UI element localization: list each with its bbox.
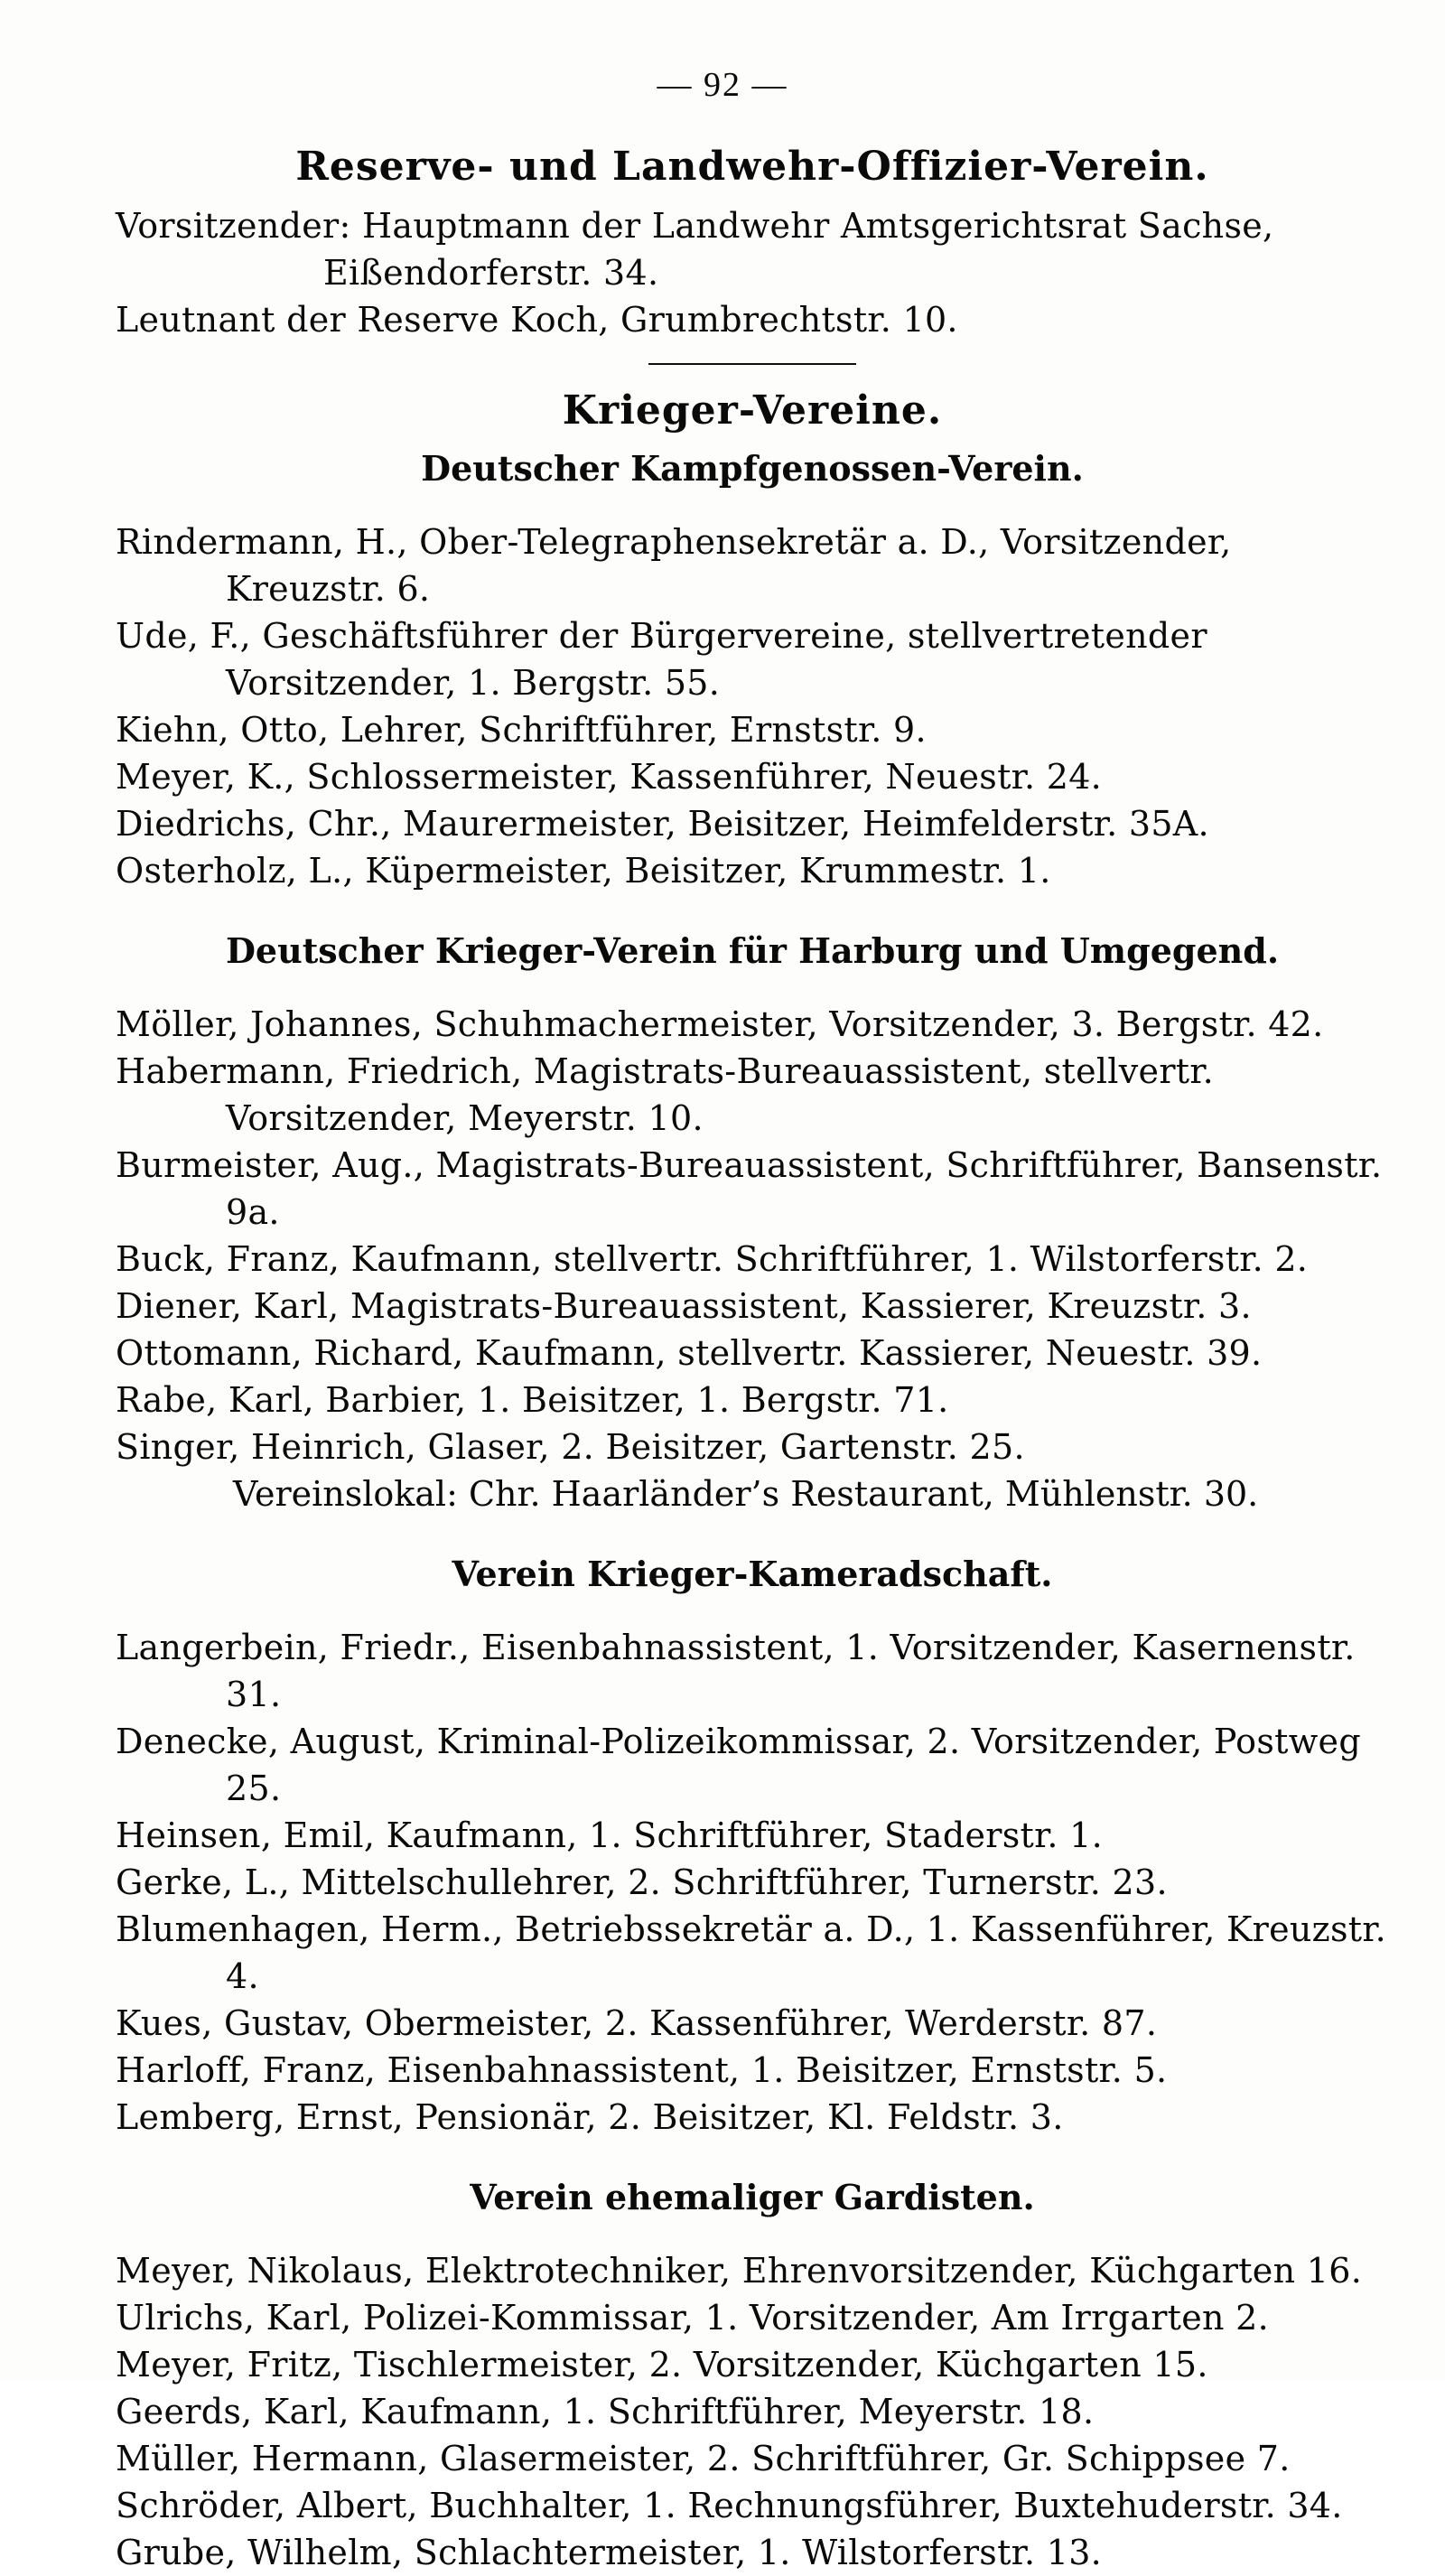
gardisten-title: Verein ehemaliger Gardisten. — [470, 2177, 1035, 2217]
kameradschaft-title: Verein Krieger-Kameradschaft. — [452, 1554, 1053, 1594]
harburg-line: Buck, Franz, Kaufmann, stellvertr. Schriftführer, 1. Wilstorferstr. 2. — [116, 1239, 1309, 1279]
gardisten-line: Müller, Hermann, Glasermeister, 2. Schriftführer, Gr. Schippsee 7. — [116, 2439, 1291, 2478]
kampfgenossen-line: Kiehn, Otto, Lehrer, Schriftführer, Ernststr. 9. — [116, 710, 927, 750]
kampfgenossen-line: Rindermann, H., Ober-Telegraphensekretär a. D., Vorsitzender, Kreuzstr. 6. — [116, 522, 1232, 609]
page-content — [116, 145, 1389, 2576]
reserve-section-title: Reserve- und Landwehr-Offizier-Verein. — [295, 144, 1209, 190]
gardisten-line: Schröder, Albert, Buchhalter, 1. Rechnungsführer, Buxtehuderstr. 34. — [116, 2486, 1343, 2525]
harburg-line: Ottomann, Richard, Kaufmann, stellvertr. Kassierer, Neuestr. 39. — [116, 1333, 1263, 1373]
harburg-verein-title: Deutscher Krieger-Verein für Harburg und Umgegend. — [225, 930, 1280, 971]
kampfgenossen-line: Ude, F., Geschäftsführer der Bürgervereine, stellvertretender Vorsitzender, 1. Bergstr. 55. — [116, 616, 1207, 703]
kampfgenossen-line: Meyer, K., Schlossermeister, Kassenführer, Neuestr. 24. — [116, 757, 1103, 797]
kameradschaft-line: Blumenhagen, Herm., Betriebssekretär a. D., 1. Kassenführer, Kreuzstr. 4. — [116, 1909, 1387, 1996]
kampfgenossen-title: Deutscher Kampfgenossen-Verein. — [421, 448, 1084, 489]
harburg-line: Singer, Heinrich, Glaser, 2. Beisitzer, Gartenstr. 25. — [116, 1427, 1025, 1467]
reserve-line: Vorsitzender: Hauptmann der Landwehr Amtsgerichtsrat Sachse, Eißendorferstr. 34. — [116, 206, 1274, 293]
harburg-line: Habermann, Friedrich, Magistrats-Bureauassistent, stellvertr. Vorsitzender, Meyerstr. 10. — [116, 1051, 1215, 1138]
kampfgenossen-line: Diedrichs, Chr., Maurermeister, Beisitzer, Heimfelderstr. 35A. — [116, 804, 1209, 844]
kameradschaft-line: Gerke, L., Mittelschullehrer, 2. Schriftführer, Turnerstr. 23. — [116, 1862, 1168, 1902]
harburg-line: Burmeister, Aug., Magistrats-Bureauassistent, Schriftführer, Bansenstr. 9a. — [116, 1145, 1383, 1232]
kameradschaft-line: Denecke, August, Kriminal-Polizeikommissar, 2. Vorsitzender, Postweg 25. — [116, 1722, 1361, 1808]
gardisten-line: Meyer, Nikolaus, Elektrotechniker, Ehrenvorsitzender, Küchgarten 16. — [116, 2251, 1363, 2291]
kameradschaft-line: Lemberg, Ernst, Pensionär, 2. Beisitzer, Kl. Feldstr. 3. — [116, 2097, 1064, 2137]
gardisten-line: Geerds, Karl, Kaufmann, 1. Schriftführer, Meyerstr. 18. — [116, 2392, 1095, 2431]
gardisten-line: Ulrichs, Karl, Polizei-Kommissar, 1. Vorsitzender, Am Irrgarten 2. — [116, 2298, 1270, 2338]
gardisten-line: Grube, Wilhelm, Schlachtermeister, 1. Wilstorferstr. 13. — [116, 2533, 1103, 2572]
gardisten-line: Meyer, Fritz, Tischlermeister, 2. Vorsitzender, Küchgarten 15. — [116, 2345, 1208, 2385]
kameradschaft-line: Heinsen, Emil, Kaufmann, 1. Schriftführer, Staderstr. 1. — [116, 1815, 1103, 1855]
harburg-line: Diener, Karl, Magistrats-Bureauassistent, Kassierer, Kreuzstr. 3. — [116, 1286, 1252, 1326]
kameradschaft-line: Harloff, Franz, Eisenbahnassistent, 1. Beisitzer, Ernststr. 5. — [116, 2050, 1168, 2090]
page-number: — 92 — — [657, 66, 788, 104]
harburg-venue: Vereinslokal: Chr. Haarländer’s Restaurant, Mühlenstr. 30. — [233, 1474, 1259, 1514]
krieger-section-title: Krieger-Vereine. — [562, 387, 943, 434]
kampfgenossen-line: Osterholz, L., Küpermeister, Beisitzer, Krummestr. 1. — [116, 851, 1051, 891]
kameradschaft-line: Langerbein, Friedr., Eisenbahnassistent, 1. Vorsitzender, Kasernenstr. 31. — [116, 1628, 1356, 1714]
reserve-line: Leutnant der Reserve Koch, Grumbrechtstr. 10. — [116, 300, 958, 340]
harburg-line: Rabe, Karl, Barbier, 1. Beisitzer, 1. Bergstr. 71. — [116, 1380, 949, 1420]
harburg-line: Möller, Johannes, Schuhmachermeister, Vorsitzender, 3. Bergstr. 42. — [116, 1004, 1324, 1044]
kameradschaft-line: Kues, Gustav, Obermeister, 2. Kassenführer, Werderstr. 87. — [116, 2003, 1158, 2043]
section-divider — [648, 363, 856, 365]
